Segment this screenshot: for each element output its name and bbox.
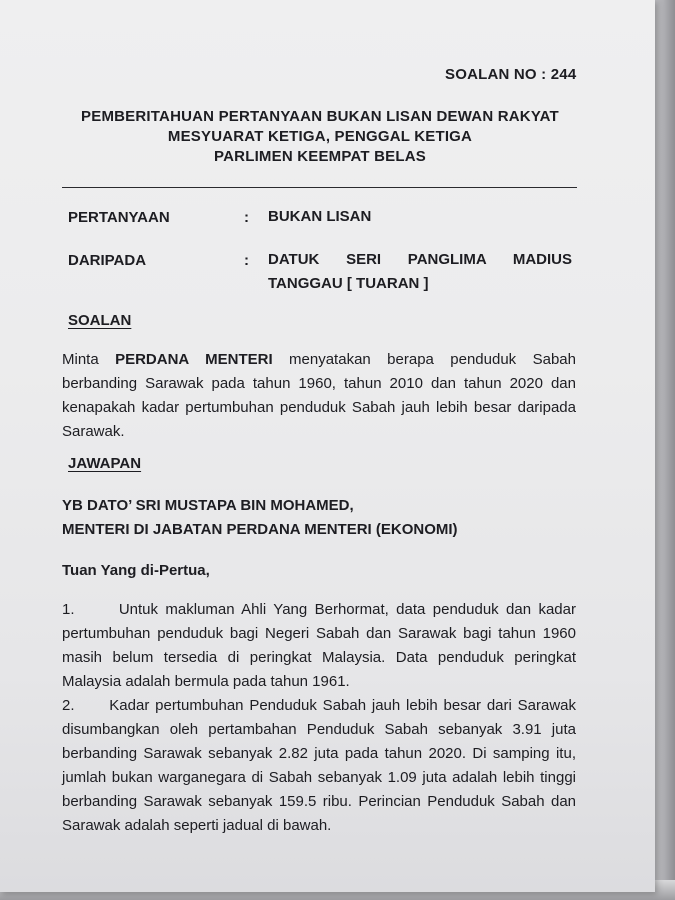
soalan-line-1-end: menyatakan berapa penduduk Sabah <box>272 351 576 368</box>
soalan-line-1-start: Minta <box>62 351 116 368</box>
daripada-label: DARIPADA <box>68 252 147 269</box>
p1-line-1: 1. Untuk makluman Ahli Yang Berhormat, data penduduk dan kadar <box>62 601 576 618</box>
jawapan-heading: JAWAPAN <box>68 455 142 472</box>
p2-line-1: 2. Kadar pertumbuhan Penduduk Sabah jauh lebih besar dari Sarawak <box>62 697 576 714</box>
p1-line-4: Malaysia adalah bermula pada tahun 1961. <box>62 673 350 690</box>
minister-name: YB DATO’ SRI MUSTAPA BIN MOHAMED, <box>62 497 354 514</box>
pertanyaan-value: BUKAN LISAN <box>268 208 372 225</box>
salutation: Tuan Yang di-Pertua, <box>62 562 210 579</box>
header-line-2: MESYUARAT KETIGA, PENGGAL KETIGA <box>167 128 473 145</box>
p1-line-3: masih belum tersedia di peringkat Malaysia. Data penduduk peringkat <box>62 649 576 666</box>
minister-block <box>62 494 458 542</box>
soalan-line-2: berbanding Sarawak pada tahun 1960, tahun 2010 dan tahun 2020 dan <box>62 375 576 392</box>
header-divider <box>62 187 577 188</box>
daripada-value <box>268 248 572 296</box>
minister-title: MENTERI DI JABATAN PERDANA MENTERI (EKONOMI) <box>62 521 458 538</box>
soalan-heading: SOALAN <box>68 312 132 329</box>
soalan-line-1 <box>62 348 576 372</box>
header-line-1: PEMBERITAHUAN PERTANYAAN BUKAN LISAN DEWAN RAKYAT <box>81 108 559 125</box>
p2-line-6: Sarawak adalah seperti jadual di bawah. <box>62 817 332 834</box>
pertanyaan-label: PERTANYAAN <box>68 209 170 226</box>
daripada-value-line-1: DATUK SERI PANGLIMA MADIUS <box>268 251 572 268</box>
question-number: SOALAN NO : 244 <box>445 66 577 83</box>
soalan-addressee: PERDANA MENTERI <box>115 351 273 368</box>
soalan-paragraph <box>62 348 576 444</box>
answer-paragraph-2 <box>62 694 576 838</box>
daripada-colon: : <box>244 252 249 269</box>
p2-line-2: disumbangkan oleh pertambahan Penduduk Sabah sebanyak 3.91 juta <box>62 721 576 738</box>
soalan-line-3: kenapakah kadar pertumbuhan penduduk Sabah jauh lebih besar daripada <box>62 399 576 416</box>
p2-line-5: berbanding Sarawak sebanyak 159.5 ribu. Perincian Penduduk Sabah dan <box>62 793 576 810</box>
p2-line-4: jumlah bukan warganegara di Sabah sebanyak 1.09 juta adalah lebih tinggi <box>62 769 576 786</box>
daripada-value-line-2: TANGGAU [ TUARAN ] <box>268 275 429 292</box>
soalan-line-4: Sarawak. <box>62 423 125 440</box>
answer-paragraph-1 <box>62 598 576 694</box>
p2-line-3: berbanding Sarawak sebanyak 2.82 juta pada tahun 2020. Di samping itu, <box>62 745 576 762</box>
header-line-3: PARLIMEN KEEMPAT BELAS <box>214 148 426 165</box>
p1-line-2: pertumbuhan penduduk bagi Negeri Sabah dan Sarawak bagi tahun 1960 <box>62 625 576 642</box>
pertanyaan-colon: : <box>244 209 249 226</box>
